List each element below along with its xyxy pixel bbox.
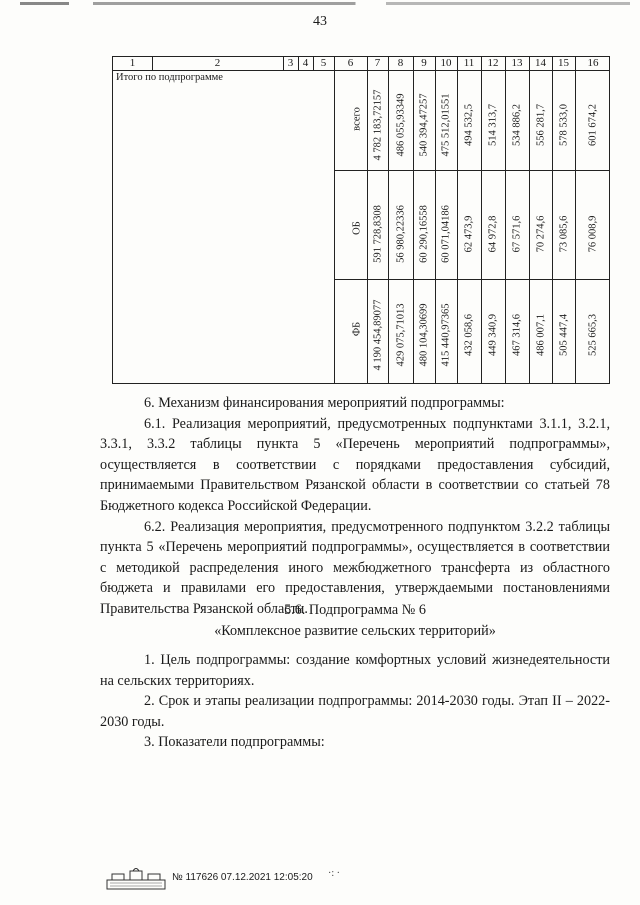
subprogram-heading <box>100 600 610 641</box>
paragraph-terms: 2. Срок и этапы реализации подпрограммы: 2014-2030 годы. Этап II – 2022-2030 годы. <box>100 693 610 730</box>
table-cell: 475 512,01551 <box>440 93 452 157</box>
table-cell: 73 085,6 <box>558 215 569 253</box>
column-number: 16 <box>587 57 599 69</box>
column-divider <box>435 57 436 383</box>
table-cell: 556 281,7 <box>535 104 546 146</box>
column-number: 13 <box>511 57 523 69</box>
column-number: 12 <box>487 57 499 69</box>
table-cell: 494 532,5 <box>463 104 475 146</box>
column-number: 14 <box>535 57 546 69</box>
table-cell: 60 290,16558 <box>418 205 430 263</box>
row-separator <box>334 170 609 171</box>
stray-marks: ·: · <box>328 868 340 879</box>
table-cell: 514 313,7 <box>487 104 499 146</box>
financing-table <box>112 56 610 384</box>
subprogram-name: «Комплексное развитие сельских территорий» <box>214 622 496 639</box>
column-divider <box>334 57 335 383</box>
source-label: ФБ <box>351 321 362 337</box>
table-cell: 56 980,22336 <box>395 205 406 263</box>
column-divider <box>457 57 458 383</box>
column-number: 11 <box>463 57 475 69</box>
paragraph-6-2: 6.2. Реализация мероприятия, предусмотренного подпунктом 3.2.2 таблицы пункта 5 «Перечень мероприятий подпрограммы», осуществляется в соответствии с методикой распределения иного межбюджетного трансферта из областного бюджета и правилами его предоставления, утверждаемыми постановлениями Правительства Рязанской области. <box>100 518 610 617</box>
paragraph-indicators: 3. Показатели подпрограммы: <box>144 734 325 751</box>
table-cell: 591 728,8308 <box>372 205 383 263</box>
column-divider <box>481 57 482 383</box>
table-cell: 480 104,30699 <box>418 303 430 367</box>
table-cell: 429 075,71013 <box>395 303 406 367</box>
table-cell: 62 473,9 <box>463 215 475 253</box>
subprogram-title: 5.6. Подпрограмма № 6 <box>284 602 426 618</box>
column-divider <box>388 57 389 383</box>
subprogram-items <box>100 650 610 753</box>
column-number: 6 <box>347 57 354 69</box>
column-number: 2 <box>214 57 221 69</box>
section-6 <box>100 393 610 620</box>
table-cell: 505 447,4 <box>558 314 569 356</box>
column-divider <box>529 57 530 383</box>
table-cell: 64 972,8 <box>487 215 499 253</box>
column-number: 15 <box>558 57 569 69</box>
column-number: 7 <box>374 57 381 69</box>
table-cell: 4 190 454,89077 <box>372 299 383 371</box>
table-cell: 540 394,47257 <box>418 93 430 157</box>
table-cell: 486 055,93349 <box>395 93 406 157</box>
header-divider <box>113 70 609 71</box>
page-number: 43 <box>313 14 327 29</box>
paragraph-6: 6. Механизм финансирования мероприятий подпрограммы: <box>144 395 505 411</box>
column-number: 5 <box>320 57 327 69</box>
source-label: всего <box>351 107 362 131</box>
table-cell: 534 886,2 <box>511 104 523 146</box>
column-divider <box>367 57 368 383</box>
column-number: 9 <box>421 57 427 69</box>
column-number: 8 <box>397 57 404 69</box>
column-divider <box>505 57 506 383</box>
table-cell: 4 782 183,72157 <box>372 89 383 161</box>
column-number: 4 <box>302 57 309 69</box>
column-divider <box>413 57 414 383</box>
column-divider <box>552 57 553 383</box>
source-label: ОБ <box>351 221 362 235</box>
table-cell: 486 007,1 <box>535 314 546 356</box>
row-separator <box>334 279 609 280</box>
footer <box>106 866 506 896</box>
table-cell: 76 008,9 <box>587 215 599 253</box>
building-logo-icon <box>106 866 166 890</box>
table-cell: 60 071,04186 <box>440 205 452 263</box>
table-cell: 467 314,6 <box>511 314 523 356</box>
table-cell: 432 058,6 <box>463 314 475 356</box>
table-cell: 601 674,2 <box>587 104 599 146</box>
paragraph-goal: 1. Цель подпрограммы: создание комфортных условий жизнедеятельности на сельских территориях. <box>100 652 610 689</box>
top-scan-line <box>20 2 630 5</box>
table-cell: 415 440,97365 <box>440 303 452 367</box>
row-label: Итого по подпрограмме <box>116 72 223 83</box>
table-cell: 70 274,6 <box>535 215 546 253</box>
table-cell: 67 571,6 <box>511 215 523 253</box>
table-cell: 525 665,3 <box>587 314 599 356</box>
column-number: 3 <box>287 57 294 69</box>
document-id: № 117626 07.12.2021 12:05:20 <box>172 872 313 883</box>
table-cell: 449 340,9 <box>487 314 499 356</box>
column-number: 10 <box>440 57 452 69</box>
paragraph-6-1: 6.1. Реализация мероприятий, предусмотренных подпунктами 3.1.1, 3.2.1, 3.3.1, 3.3.2 таблицы пункта 5 «Перечень мероприятий подпрограммы», осуществляется в соответствии с порядками предоставления субсидий, принимаемыми Правительством Рязанской области в соответствии со статьей 78 Бюджетного кодекса Российской Федерации. <box>100 415 610 514</box>
table-cell: 578 533,0 <box>558 104 569 146</box>
column-number: 1 <box>129 57 136 69</box>
column-divider <box>575 57 576 383</box>
